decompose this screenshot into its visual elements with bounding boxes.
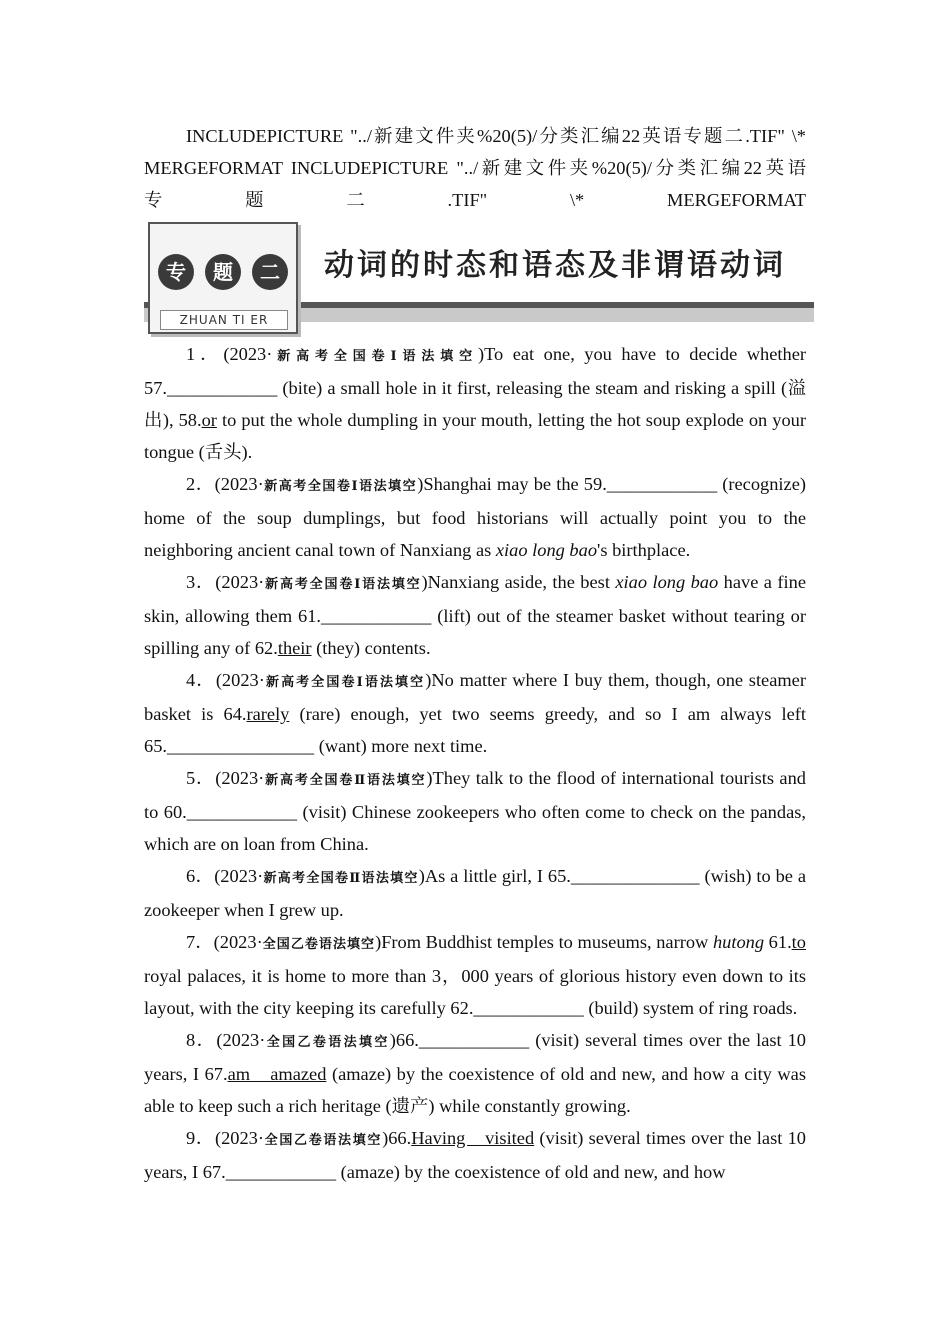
question-9	[144, 1122, 806, 1188]
question-source: 全国乙卷语法填空	[263, 1132, 383, 1147]
question-2	[144, 468, 806, 566]
question-source-close: )	[421, 572, 428, 592]
question-year: (2023·	[216, 1030, 266, 1050]
answer-underlined: their	[277, 638, 312, 658]
question-text: to put the whole dumpling in your mouth, letting the hot soup explode on your tongue (舌头).	[144, 410, 806, 462]
question-text: As a little girl, I 65.______________ (wish) to be a zookeeper when I grew up.	[144, 866, 806, 920]
answer-underlined: am amazed	[227, 1064, 327, 1084]
question-number: 6．	[186, 866, 215, 886]
question-number: 3．	[186, 572, 216, 592]
question-number: 8．	[186, 1030, 217, 1050]
question-number: 1．	[186, 344, 224, 364]
answer-underlined: to	[791, 932, 806, 952]
question-text: 's birthplace.	[597, 540, 691, 560]
answer-underlined: rarely	[246, 704, 290, 724]
document-body	[144, 120, 806, 1188]
question-text: Nanxiang aside, the best	[427, 572, 616, 592]
question-source: 全国乙卷语法填空	[265, 1034, 390, 1049]
question-4	[144, 664, 806, 762]
question-1	[144, 338, 806, 468]
question-source: 新高考全国卷Ⅰ语法填空	[264, 674, 426, 689]
question-number: 7．	[186, 932, 214, 952]
question-text: 61.	[764, 932, 792, 952]
question-number: 5．	[186, 768, 216, 788]
question-source: 新高考全国卷Ⅱ语法填空	[263, 870, 419, 885]
question-text: royal palaces, it is home to more than 3，000 years of glorious history even down to its layout, with the city keeping its carefully 62.____________ (build) system of ring roads.	[144, 966, 806, 1018]
question-7	[144, 926, 806, 1024]
question-source-close: )	[382, 1128, 389, 1148]
question-source: 新高考全国卷Ⅰ语法填空	[272, 348, 478, 363]
answer-underlined: Having visited	[411, 1128, 535, 1148]
question-text: To eat one, you have to decide whether 57.____________ (bite) a small hole in it first, releasing the steam and risking a spill (溢出), 58.	[144, 344, 806, 430]
question-text: Shanghai may be the 59.____________ (recognize) home of the soup dumplings, but food historians will actually point you to the neighboring ancient canal town of Nanxiang as	[144, 474, 806, 560]
include-field-line-2: MERGEFORMAT INCLUDEPICTURE "../新建文件夹%20(5)/分类汇编22英语	[144, 158, 806, 178]
question-year: (2023·	[215, 768, 265, 788]
question-number: 4．	[186, 670, 216, 690]
topic-banner	[144, 220, 814, 334]
question-year: (2023·	[215, 670, 265, 690]
question-source-close: )	[389, 1030, 396, 1050]
badge-char-zhuan: 专	[158, 254, 194, 290]
question-text: have a fine skin, allowing them 61.____________ (lift) out of the steamer basket without tearing or spilling any of 62.	[144, 572, 806, 658]
topic-title: 动词的时态和语态及非谓语动词	[324, 248, 786, 283]
question-number: 2．	[186, 474, 215, 494]
question-year: (2023·	[213, 932, 263, 952]
question-number: 9．	[186, 1128, 215, 1148]
question-6	[144, 860, 806, 926]
question-3	[144, 566, 806, 664]
question-source: 新高考全国卷Ⅱ语法填空	[264, 772, 427, 787]
question-text: No matter where I buy them, though, one steamer basket is 64.	[144, 670, 806, 724]
question-source-close: )	[418, 866, 425, 886]
question-text: (amaze) by the coexistence of old and new, and how a city was able to keep such a rich heritage (遗产) while constantly growing.	[144, 1064, 806, 1116]
question-year: (2023·	[214, 866, 264, 886]
question-text: (rare) enough, yet two seems greedy, and so I am always left 65.________________ (want) more next time.	[144, 704, 806, 756]
question-source: 新高考全国卷Ⅰ语法填空	[264, 576, 422, 591]
badge-char-ti: 题	[205, 254, 241, 290]
topic-badge	[148, 222, 298, 334]
question-source: 新高考全国卷Ⅰ语法填空	[263, 478, 418, 493]
italic-term: hutong	[712, 932, 765, 952]
question-year: (2023·	[223, 344, 273, 364]
question-source-close: )	[425, 670, 432, 690]
badge-pinyin: ZHUAN TI ER	[160, 310, 288, 330]
question-text: From Buddhist temples to museums, narrow	[381, 932, 713, 952]
question-source: 全国乙卷语法填空	[262, 936, 376, 951]
question-year: (2023·	[214, 1128, 264, 1148]
include-field-line-3: 专 题 二 .TIF" \* MERGEFORMAT	[144, 190, 806, 210]
question-text: 66.	[388, 1128, 412, 1148]
question-source-close: )	[375, 932, 382, 952]
question-source-close: )	[426, 768, 433, 788]
include-field-line-1: INCLUDEPICTURE "../新建文件夹%20(5)/分类汇编22英语专题二.TIF" \*	[186, 126, 806, 146]
question-year: (2023·	[214, 474, 264, 494]
italic-term: xiao long bao	[615, 572, 719, 592]
question-year: (2023·	[215, 572, 265, 592]
question-text: (visit) several times over the last 10 years, I 67.____________ (amaze) by the coexistence of old and new, and how	[144, 1128, 807, 1182]
answer-underlined: or	[201, 410, 217, 430]
question-text: 66.____________ (visit) several times over the last 10 years, I 67.	[144, 1030, 806, 1084]
question-text: (they) contents.	[311, 638, 431, 658]
question-source-close: )	[417, 474, 424, 494]
question-5	[144, 762, 806, 860]
italic-term: xiao long bao	[495, 540, 598, 560]
question-source-close: )	[477, 344, 485, 364]
question-text: They talk to the flood of international tourists and to 60.____________ (visit) Chinese zookeepers who often come to check on the pandas, which are on loan from China.	[144, 768, 806, 854]
question-8	[144, 1024, 806, 1122]
badge-char-er: 二	[252, 254, 288, 290]
